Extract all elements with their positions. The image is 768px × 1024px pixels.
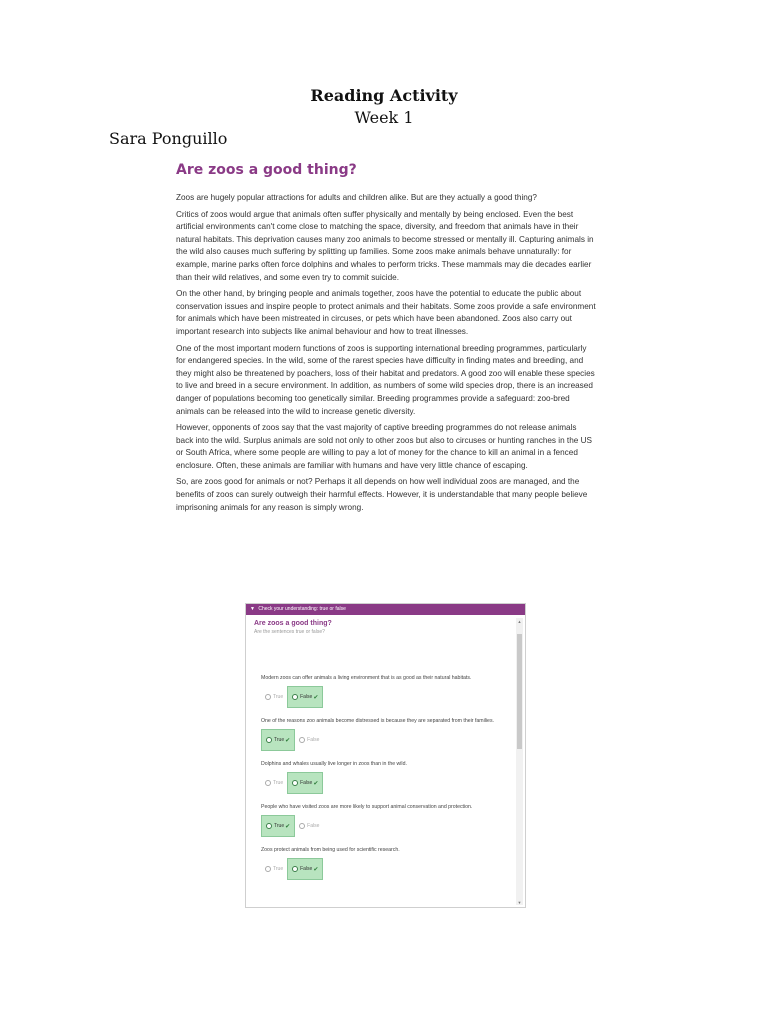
answer-option-false[interactable] <box>295 729 323 751</box>
quiz-question <box>261 799 509 837</box>
answer-option-true[interactable] <box>261 772 287 794</box>
answer-option-true[interactable] <box>261 858 287 880</box>
scrollbar-thumb[interactable] <box>517 634 522 749</box>
radio-icon[interactable] <box>299 737 305 743</box>
question-text: Modern zoos can offer animals a living environment that is as good as their natural habitats. <box>261 675 472 681</box>
quiz-widget <box>245 603 526 908</box>
answer-options <box>261 815 509 837</box>
radio-icon[interactable] <box>265 866 271 872</box>
check-icon: ✔ <box>285 823 291 830</box>
radio-icon[interactable] <box>292 866 298 872</box>
quiz-question <box>261 713 509 751</box>
collapse-arrow-icon[interactable]: ▼ <box>250 606 255 612</box>
answer-option-false[interactable] <box>287 686 323 708</box>
check-icon: ✔ <box>313 866 319 873</box>
option-label: True <box>273 694 284 700</box>
radio-icon[interactable] <box>292 694 298 700</box>
check-icon: ✔ <box>313 780 319 787</box>
option-label: True <box>273 780 284 786</box>
answer-options <box>261 858 509 880</box>
quiz-header-bar[interactable] <box>246 604 525 615</box>
option-label: False <box>300 694 313 700</box>
quiz-scrollbar[interactable] <box>516 618 523 905</box>
question-text: Dolphins and whales usually live longer in zoos than in the wild. <box>261 761 407 767</box>
answer-options <box>261 729 509 751</box>
author-name: Sara Ponguillo <box>109 129 228 148</box>
quiz-question <box>261 842 509 880</box>
radio-icon[interactable] <box>299 823 305 829</box>
answer-option-false[interactable] <box>295 815 323 837</box>
answer-option-false[interactable] <box>287 772 323 794</box>
option-label: True <box>274 823 285 829</box>
question-text: One of the reasons zoo animals become distressed is because they are separated from their families. <box>261 718 494 724</box>
answer-options <box>261 772 509 794</box>
option-label: False <box>300 780 313 786</box>
article-paragraph: On the other hand, by bringing people and animals together, zoos have the potential to educate the public about conservation issues and inspire people to protect animals and their habitats. Some zoos provide a safe environment for animals which have been mistreated in circuses, or pets which have been abandoned. Zoos also carry out important research into subjects like animal behaviour and how to treat illnesses. <box>176 289 596 336</box>
scroll-down-icon[interactable]: ▼ <box>517 900 522 905</box>
quiz-title: Are zoos a good thing? <box>254 620 332 627</box>
document-week: Week 1 <box>354 108 414 127</box>
quiz-header-label: Check your understanding: true or false <box>258 606 346 612</box>
article-paragraph: One of the most important modern functions of zoos is supporting international breeding programmes, particularly for endangered species. In the wild, some of the rarest species have difficulty in finding mates and breeding, and they might also be threatened by poachers, loss of their habitat and predators. A good zoo will enable these species to live and breed in a secure environment. In addition, as numbers of some wild species drop, there is an increased danger of populations becoming too genetically similar. Breeding programmes provide a safeguard: zoo-bred animals can be released into the wild to increase genetic diversity. <box>176 343 595 416</box>
quiz-body <box>251 618 513 904</box>
check-icon: ✔ <box>285 737 291 744</box>
option-label: False <box>300 866 313 872</box>
quiz-subtitle: Are the sentences true or false? <box>254 629 325 635</box>
answer-option-true[interactable] <box>261 686 287 708</box>
option-label: True <box>274 737 285 743</box>
radio-icon[interactable] <box>266 823 272 829</box>
radio-icon[interactable] <box>265 780 271 786</box>
answer-options <box>261 686 509 708</box>
quiz-question <box>261 670 509 708</box>
answer-option-true[interactable] <box>261 815 295 837</box>
article-title: Are zoos a good thing? <box>176 162 357 178</box>
article <box>176 162 596 518</box>
check-icon: ✔ <box>313 694 319 701</box>
article-paragraph: Zoos are hugely popular attractions for adults and children alike. But are they actually a good thing? <box>176 193 537 202</box>
document-title: Reading Activity <box>310 86 458 105</box>
question-text: People who have visited zoos are more likely to support animal conservation and protection. <box>261 804 473 810</box>
article-paragraph: Critics of zoos would argue that animals often suffer physically and mentally by being enclosed. Even the best artificial environments can't come close to matching the space, diversity, and freedom that animals have in their natural habitats. This deprivation causes many zoo animals to become stressed or mentally ill. Capturing animals in the wild also causes much suffering by splitting up families. Some zoos make animals behave unnaturally: for example, marine parks often force dolphins and whales to perform tricks. These mammals may die decades earlier than their wild relatives, and some even try to commit suicide. <box>176 209 594 282</box>
article-paragraph: So, are zoos good for animals or not? Perhaps it all depends on how well individual zoos are managed, and the benefits of zoos can surely outweigh their harmful effects. However, it is understandable that many people believe imprisoning animals for any reason is simply wrong. <box>176 477 588 512</box>
answer-option-true[interactable] <box>261 729 295 751</box>
quiz-question <box>261 756 509 794</box>
question-list <box>261 670 509 885</box>
article-paragraph: However, opponents of zoos say that the vast majority of captive breeding programmes do not release animals back into the wild. Surplus animals are sold not only to other zoos but also to circuses or hunting ranches in the US or South Africa, where some people are willing to pay a lot of money for the chance to kill an animal in a fenced enclosure. Often, these animals are familiar with humans and have very little chance of escaping. <box>176 423 592 470</box>
question-text: Zoos protect animals from being used for scientific research. <box>261 847 400 853</box>
option-label: False <box>307 737 320 743</box>
option-label: False <box>307 823 320 829</box>
radio-icon[interactable] <box>265 694 271 700</box>
scroll-up-icon[interactable]: ▲ <box>517 619 522 624</box>
option-label: True <box>273 866 284 872</box>
radio-icon[interactable] <box>292 780 298 786</box>
radio-icon[interactable] <box>266 737 272 743</box>
answer-option-false[interactable] <box>287 858 323 880</box>
